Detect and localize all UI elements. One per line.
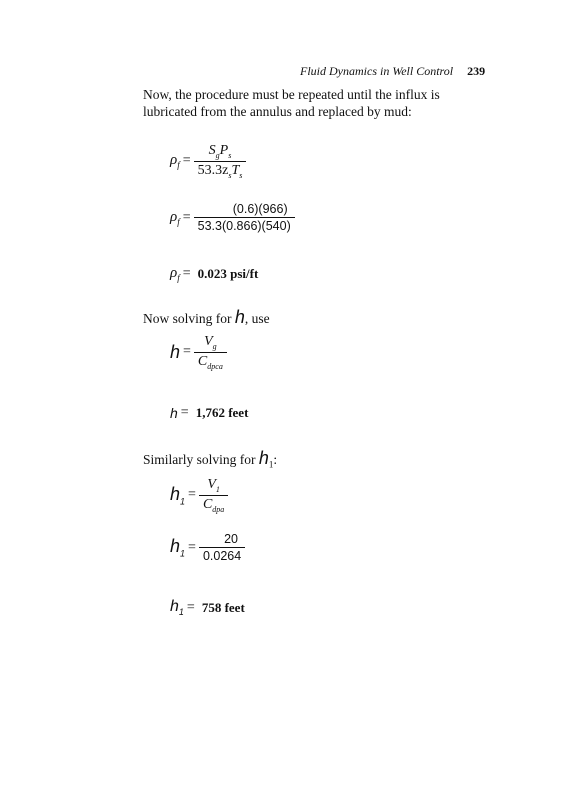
eq3-numerator: $V_g$ xyxy=(204,334,217,351)
paragraph-solve-h1: Similarly solving for $h_1$: xyxy=(143,448,278,470)
eq4-equals: = xyxy=(188,487,196,503)
result-height xyxy=(170,405,248,421)
eq2-fraction xyxy=(194,202,295,233)
eq1-fraction xyxy=(194,143,247,180)
eq5-equals: = xyxy=(188,539,196,555)
eq5-denominator: 0.0264 xyxy=(199,547,245,563)
eq5-numerator: 20 xyxy=(224,532,238,546)
eq3-fraction xyxy=(194,334,227,371)
eq4-fraction xyxy=(199,477,228,514)
eq3-denominator: $C_{dpca}$ xyxy=(194,352,227,371)
eq1-lhs: $\rho_f$ xyxy=(170,152,180,171)
eq3-lhs: h xyxy=(170,341,181,362)
res3-equals: = xyxy=(186,599,195,615)
result-density xyxy=(170,265,258,283)
eq2-denominator: 53.3(0.866)(540) xyxy=(194,217,295,233)
paragraph-intro: Now, the procedure must be repeated until the influx is lubricated from the annulus and replaced by mud: xyxy=(143,87,440,119)
res2-lhs: h xyxy=(170,405,178,421)
eq2-lhs: $\rho_f$ xyxy=(170,208,180,227)
eq3-equals: = xyxy=(183,344,191,360)
eq1-numerator: $S_gP_s$ xyxy=(208,143,232,160)
page-number: 239 xyxy=(467,64,486,78)
eq5-lhs: $h_1$ xyxy=(170,536,186,559)
equation-density-substituted xyxy=(170,202,295,233)
equation-height-formula xyxy=(170,334,227,371)
equation-h1-formula xyxy=(170,477,228,514)
res1-equals: = xyxy=(182,266,191,281)
eq2-numerator: (0.6)(966) xyxy=(232,202,288,216)
res1-value: 0.023 psi/ft xyxy=(197,266,259,281)
eq4-denominator: $C_{dpa}$ xyxy=(199,495,228,514)
eq2-equals: = xyxy=(182,209,191,225)
res2-equals: = xyxy=(180,405,189,420)
res3-value: 758 feet xyxy=(201,599,245,615)
res2-value: 1,762 feet xyxy=(195,405,249,420)
eq1-denominator: $53.3z_sT_s$ xyxy=(194,161,247,180)
eq4-lhs: $h_1$ xyxy=(170,484,186,507)
res3-lhs: $h_1$ xyxy=(170,598,184,618)
eq5-fraction xyxy=(199,532,245,563)
running-header xyxy=(300,64,486,79)
header-title: Fluid Dynamics in Well Control xyxy=(300,64,454,78)
equation-density-formula xyxy=(170,143,246,180)
equation-h1-substituted xyxy=(170,532,245,563)
eq4-numerator: $V_1$ xyxy=(207,477,220,494)
result-h1 xyxy=(170,598,245,617)
paragraph-solve-h: Now solving for h, use xyxy=(143,307,270,327)
res1-lhs: $\rho_f$ xyxy=(170,265,180,283)
eq1-equals: = xyxy=(182,153,191,169)
